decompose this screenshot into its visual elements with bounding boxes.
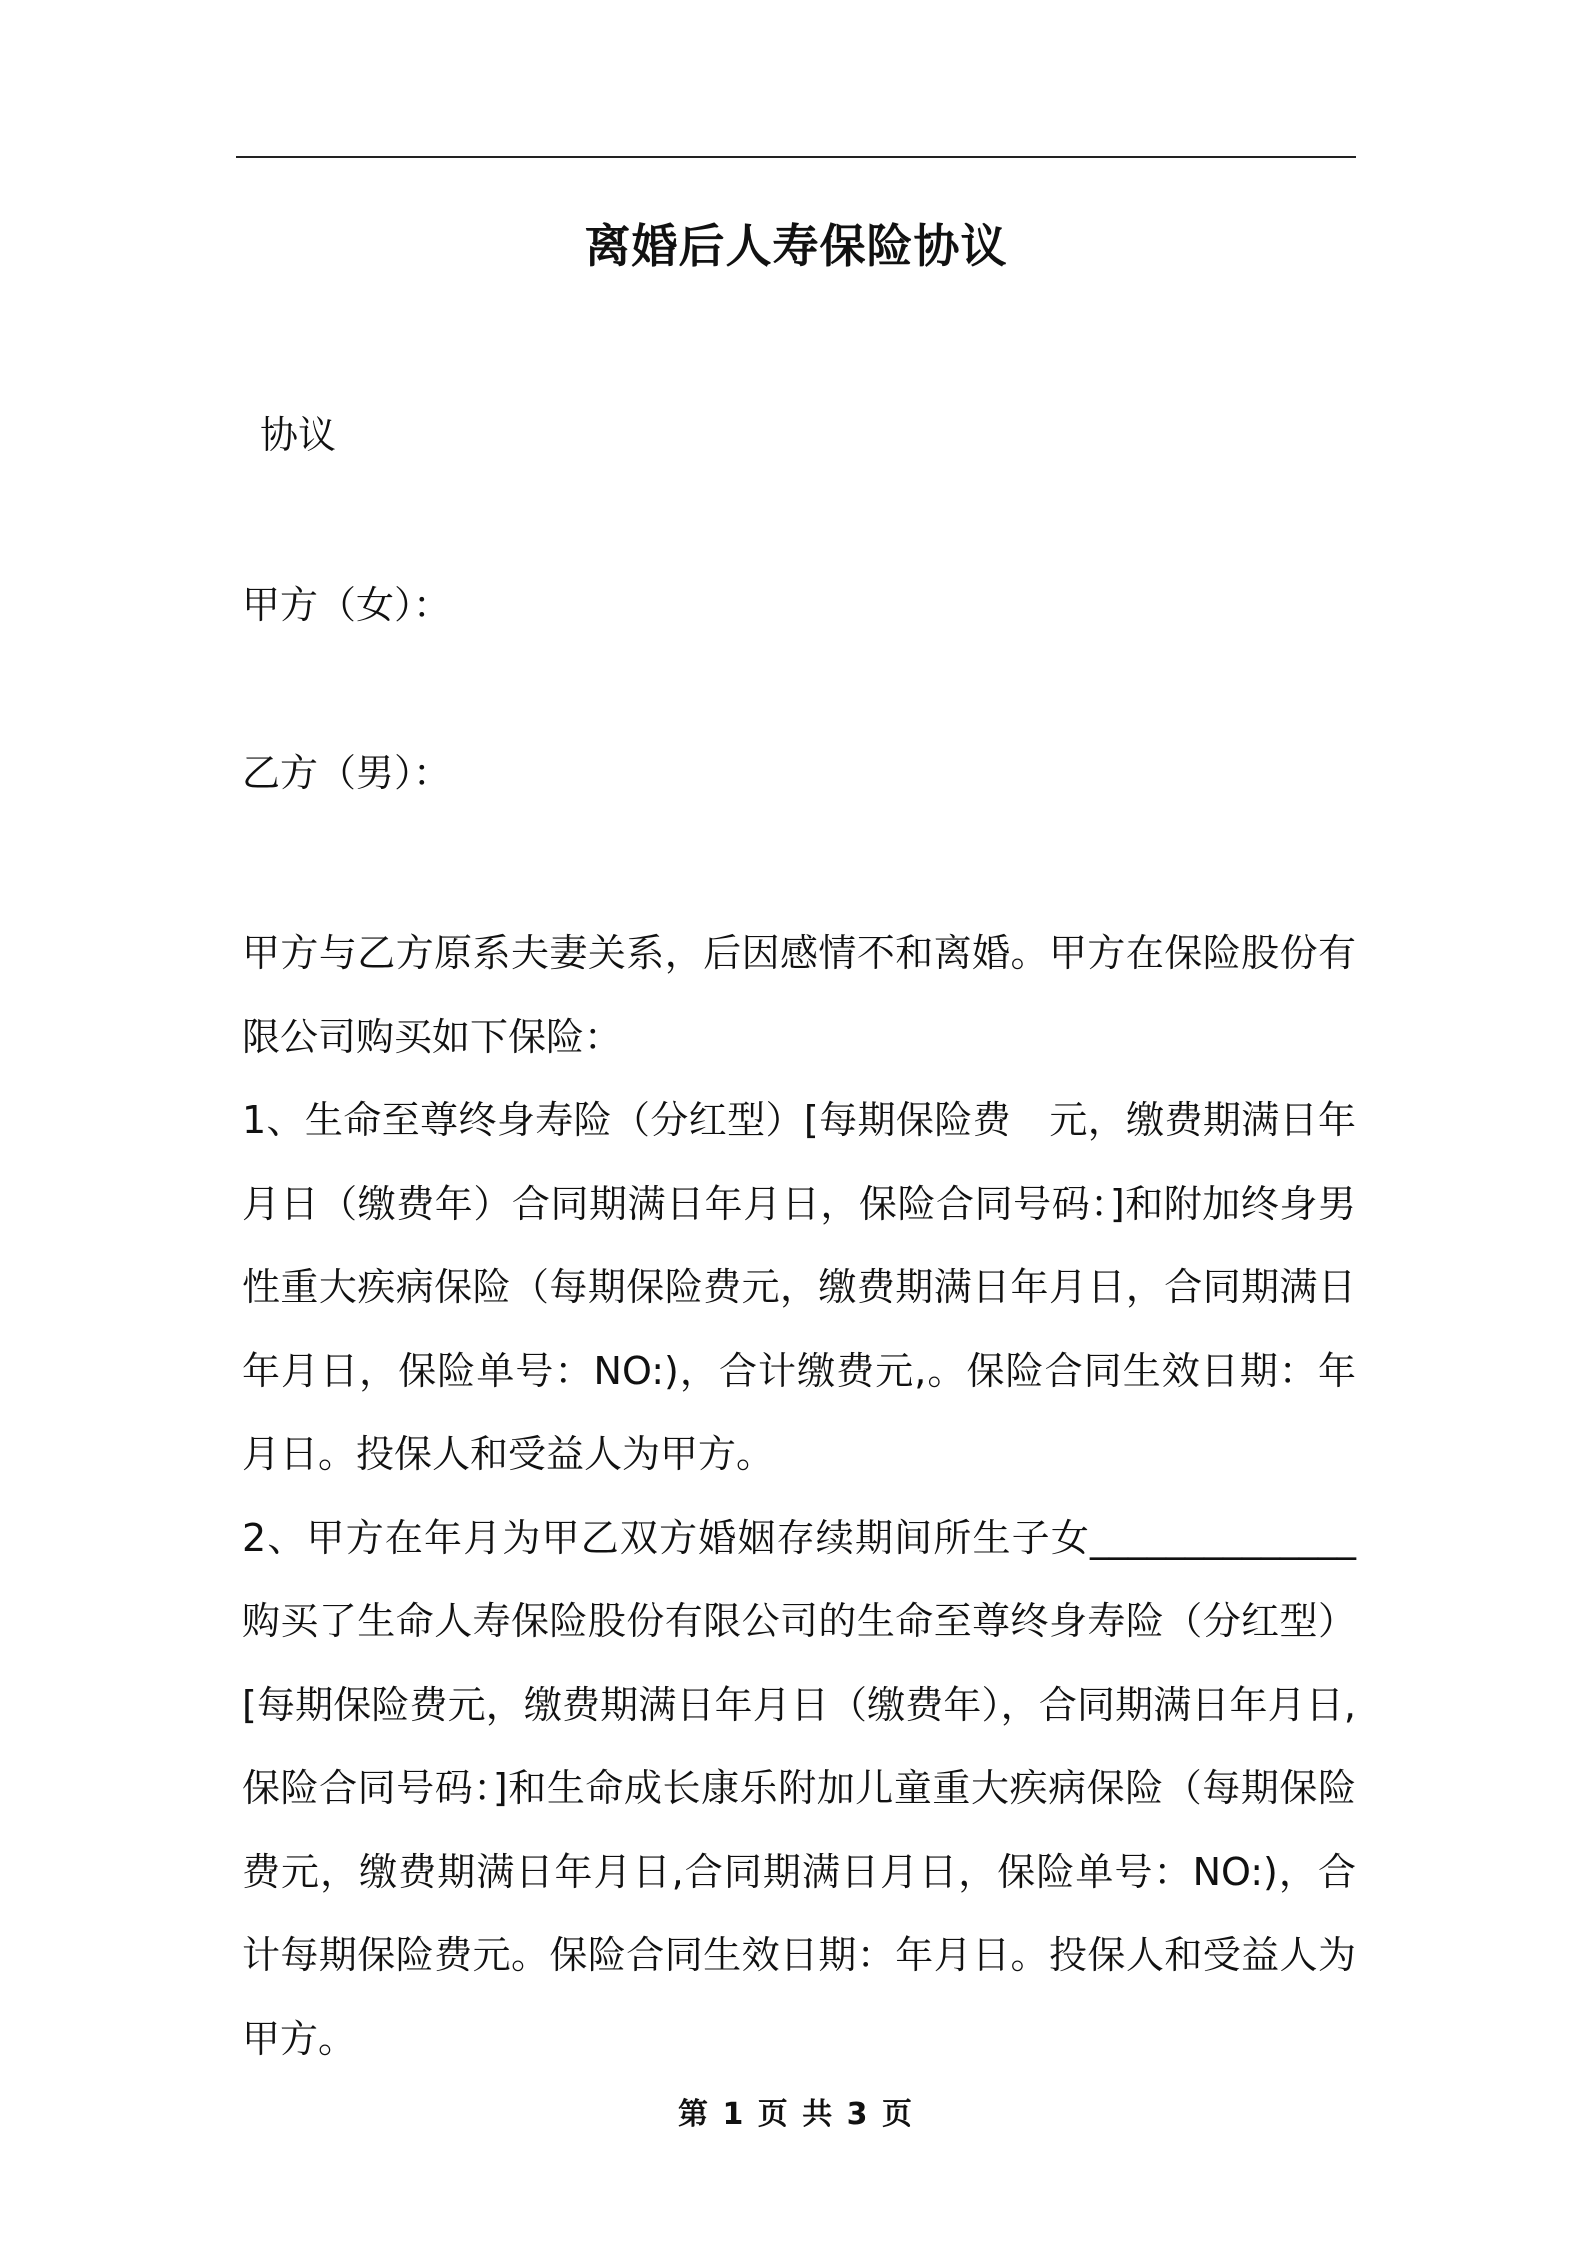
agreement-body (242, 912, 1356, 2081)
intro-paragraph: 甲方与乙方原系夫妻关系，后因感情不和离婚。甲方在保险股份有限公司购买如下保险： (242, 931, 1356, 1059)
clause-1-paragraph: 1、生命至尊终身寿险（分红型）[每期保险费 元，缴费期满日年月日（缴费年）合同期满日年月日，保险合同号码：]和附加终身男性重大疾病保险（每期保险费元，缴费期满日年月日，合同期满日年月日，保险单号：NO:)，合计缴费元,。保险合同生效日期：年月日。投保人和受益人为甲方。 (242, 1098, 1356, 1476)
section-heading: 协议 (260, 413, 337, 457)
party-b-label: 乙方（男）： (242, 751, 452, 795)
header-rule (236, 156, 1356, 158)
page-number: 第 1 页 共 3 页 (678, 2097, 914, 2132)
party-a-label: 甲方（女）： (242, 583, 452, 627)
clause-2-paragraph: 2、甲方在年月为甲乙双方婚姻存续期间所生子女______________购买了生命人寿保险股份有限公司的生命至尊终身寿险（分红型）[每期保险费元，缴费期满日年月日（缴费年），合同期满日年月日,保险合同号码：]和生命成长康乐附加儿童重大疾病保险（每期保险费元，缴费期满日年月日,合同期满日月日，保险单号：NO:)，合计每期保险费元。保险合同生效日期：年月日。投保人和受益人为甲方。 (242, 1515, 1356, 2061)
document-title: 离婚后人寿保险协议 (584, 219, 1008, 273)
